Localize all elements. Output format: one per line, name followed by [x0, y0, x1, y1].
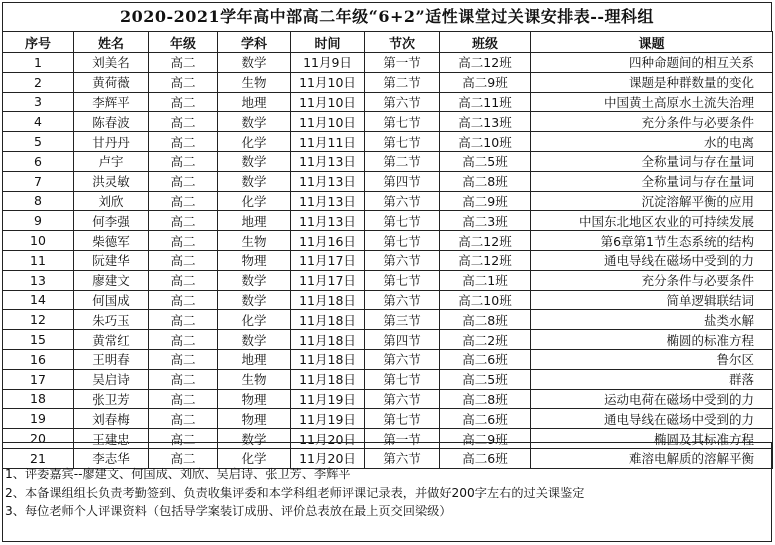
teacher-name: 刘春梅: [74, 409, 149, 429]
date-cell: 11月13日: [291, 151, 365, 171]
period-cell: 第六节: [365, 250, 440, 270]
date-cell: 11月10日: [291, 112, 365, 132]
teacher-name: 黄常红: [74, 330, 149, 350]
teacher-name: 卢宇: [74, 151, 149, 171]
subject-cell: 数学: [218, 53, 291, 73]
subject-cell: 数学: [218, 151, 291, 171]
period-cell: 第七节: [365, 211, 440, 231]
class-cell: 高二6班: [440, 349, 531, 369]
row-index: 11: [3, 250, 74, 270]
schedule-sheet: [2, 2, 772, 469]
grade-cell: 高二: [149, 92, 218, 112]
table-row: [3, 53, 773, 73]
period-cell: 第七节: [365, 369, 440, 389]
class-cell: 高二8班: [440, 389, 531, 409]
date-cell: 11月19日: [291, 409, 365, 429]
period-cell: 第四节: [365, 330, 440, 350]
row-index: 9: [3, 211, 74, 231]
row-index: 20: [3, 429, 74, 449]
table-row: [3, 389, 773, 409]
teacher-name: 何李强: [74, 211, 149, 231]
topic-cell: 简单逻辑联结词: [531, 290, 773, 310]
schedule-rows: [3, 53, 773, 469]
subject-cell: 数学: [218, 330, 291, 350]
row-index: 17: [3, 369, 74, 389]
schedule-table: [2, 31, 773, 469]
table-row: [3, 132, 773, 152]
teacher-name: 何国成: [74, 290, 149, 310]
period-cell: 第六节: [365, 448, 440, 468]
topic-cell: 运动电荷在磁场中受到的力: [531, 389, 773, 409]
teacher-name: 陈春波: [74, 112, 149, 132]
date-cell: 11月10日: [291, 92, 365, 112]
date-cell: 11月18日: [291, 349, 365, 369]
grade-cell: 高二: [149, 349, 218, 369]
topic-cell: 沉淀溶解平衡的应用: [531, 191, 773, 211]
subject-cell: 地理: [218, 92, 291, 112]
row-index: 2: [3, 72, 74, 92]
teacher-name: 刘欣: [74, 191, 149, 211]
teacher-name: 刘美名: [74, 53, 149, 73]
grade-cell: 高二: [149, 231, 218, 251]
table-row: [3, 72, 773, 92]
row-index: 14: [3, 290, 74, 310]
grade-cell: 高二: [149, 132, 218, 152]
row-index: 12: [3, 310, 74, 330]
date-cell: 11月19日: [291, 389, 365, 409]
sheet-title: 2020-2021学年高中部高二年级“6+2”适性课堂过关课安排表--理科组: [2, 2, 772, 31]
subject-cell: 物理: [218, 250, 291, 270]
col-header-name: 姓名: [74, 32, 149, 53]
topic-cell: 四种命题间的相互关系: [531, 53, 773, 73]
topic-cell: 难溶电解质的溶解平衡: [531, 448, 773, 468]
class-cell: 高二12班: [440, 250, 531, 270]
row-index: 15: [3, 330, 74, 350]
row-index: 16: [3, 349, 74, 369]
grade-cell: 高二: [149, 369, 218, 389]
period-cell: 第七节: [365, 112, 440, 132]
notes-section: [2, 442, 772, 542]
grade-cell: 高二: [149, 250, 218, 270]
grade-cell: 高二: [149, 191, 218, 211]
date-cell: 11月16日: [291, 231, 365, 251]
period-cell: 第一节: [365, 53, 440, 73]
header-row: [3, 32, 773, 53]
date-cell: 11月18日: [291, 369, 365, 389]
grade-cell: 高二: [149, 112, 218, 132]
subject-cell: 数学: [218, 429, 291, 449]
row-index: 13: [3, 270, 74, 290]
row-index: 6: [3, 151, 74, 171]
class-cell: 高二8班: [440, 171, 531, 191]
grade-cell: 高二: [149, 171, 218, 191]
date-cell: 11月13日: [291, 171, 365, 191]
table-row: [3, 92, 773, 112]
grade-cell: 高二: [149, 270, 218, 290]
class-cell: 高二3班: [440, 211, 531, 231]
teacher-name: 王建忠: [74, 429, 149, 449]
topic-cell: 第6章第1节生态系统的结构: [531, 231, 773, 251]
subject-cell: 化学: [218, 191, 291, 211]
date-cell: 11月17日: [291, 270, 365, 290]
topic-cell: 盐类水解: [531, 310, 773, 330]
class-cell: 高二5班: [440, 369, 531, 389]
topic-cell: 课题是种群数量的变化: [531, 72, 773, 92]
row-index: 3: [3, 92, 74, 112]
table-row: [3, 191, 773, 211]
subject-cell: 化学: [218, 310, 291, 330]
period-cell: 第七节: [365, 231, 440, 251]
row-index: 1: [3, 53, 74, 73]
table-row: [3, 211, 773, 231]
class-cell: 高二6班: [440, 409, 531, 429]
subject-cell: 生物: [218, 72, 291, 92]
grade-cell: 高二: [149, 409, 218, 429]
date-cell: 11月18日: [291, 290, 365, 310]
topic-cell: 水的电离: [531, 132, 773, 152]
teacher-name: 朱巧玉: [74, 310, 149, 330]
date-cell: 11月20日: [291, 448, 365, 468]
class-cell: 高二9班: [440, 72, 531, 92]
teacher-name: 甘丹丹: [74, 132, 149, 152]
class-cell: 高二11班: [440, 92, 531, 112]
date-cell: 11月13日: [291, 211, 365, 231]
row-index: 19: [3, 409, 74, 429]
grade-cell: 高二: [149, 290, 218, 310]
grade-cell: 高二: [149, 151, 218, 171]
topic-cell: 椭圆及其标准方程: [531, 429, 773, 449]
topic-cell: 鲁尔区: [531, 349, 773, 369]
col-header-index: 序号: [3, 32, 74, 53]
period-cell: 第六节: [365, 92, 440, 112]
period-cell: 第六节: [365, 290, 440, 310]
grade-cell: 高二: [149, 389, 218, 409]
teacher-name: 李辉平: [74, 92, 149, 112]
class-cell: 高二5班: [440, 151, 531, 171]
period-cell: 第六节: [365, 389, 440, 409]
topic-cell: 全称量词与存在量词: [531, 171, 773, 191]
topic-cell: 充分条件与必要条件: [531, 270, 773, 290]
period-cell: 第七节: [365, 270, 440, 290]
subject-cell: 物理: [218, 389, 291, 409]
teacher-name: 吴启诗: [74, 369, 149, 389]
period-cell: 第四节: [365, 171, 440, 191]
table-row: [3, 270, 773, 290]
note-1: 1、评委嘉宾--廖建文、何国成、刘欣、吴启诗、张卫芳、李辉平: [5, 467, 351, 481]
subject-cell: 生物: [218, 231, 291, 251]
topic-cell: 全称量词与存在量词: [531, 151, 773, 171]
grade-cell: 高二: [149, 53, 218, 73]
col-header-grade: 年级: [149, 32, 218, 53]
topic-cell: 群落: [531, 369, 773, 389]
teacher-name: 王明春: [74, 349, 149, 369]
topic-cell: 椭圆的标准方程: [531, 330, 773, 350]
class-cell: 高二13班: [440, 112, 531, 132]
class-cell: 高二1班: [440, 270, 531, 290]
subject-cell: 数学: [218, 290, 291, 310]
class-cell: 高二10班: [440, 132, 531, 152]
period-cell: 第二节: [365, 151, 440, 171]
topic-cell: 充分条件与必要条件: [531, 112, 773, 132]
date-cell: 11月10日: [291, 72, 365, 92]
subject-cell: 物理: [218, 409, 291, 429]
subject-cell: 数学: [218, 112, 291, 132]
note-2: 2、本备课组组长负责考勤签到、负责收集评委和本学科组老师评课记录表，并做好200字左右的过关课鉴定: [5, 485, 585, 500]
row-index: 5: [3, 132, 74, 152]
row-index: 10: [3, 231, 74, 251]
col-header-subject: 学科: [218, 32, 291, 53]
date-cell: 11月20日: [291, 429, 365, 449]
period-cell: 第二节: [365, 72, 440, 92]
table-row: [3, 330, 773, 350]
grade-cell: 高二: [149, 310, 218, 330]
row-index: 18: [3, 389, 74, 409]
topic-cell: 通电导线在磁场中受到的力: [531, 250, 773, 270]
grade-cell: 高二: [149, 448, 218, 468]
grade-cell: 高二: [149, 429, 218, 449]
subject-cell: 化学: [218, 448, 291, 468]
table-row: [3, 310, 773, 330]
row-index: 8: [3, 191, 74, 211]
table-row: [3, 171, 773, 191]
col-header-topic: 课题: [531, 32, 773, 53]
class-cell: 高二6班: [440, 448, 531, 468]
period-cell: 第一节: [365, 429, 440, 449]
row-index: 4: [3, 112, 74, 132]
class-cell: 高二10班: [440, 290, 531, 310]
topic-cell: 通电导线在磁场中受到的力: [531, 409, 773, 429]
topic-cell: 中国黄土高原水土流失治理: [531, 92, 773, 112]
period-cell: 第七节: [365, 132, 440, 152]
teacher-name: 洪灵敏: [74, 171, 149, 191]
table-row: [3, 151, 773, 171]
table-row: [3, 409, 773, 429]
col-header-date: 时间: [291, 32, 365, 53]
date-cell: 11月17日: [291, 250, 365, 270]
class-cell: 高二12班: [440, 53, 531, 73]
col-header-class: 班级: [440, 32, 531, 53]
teacher-name: 黄荷薇: [74, 72, 149, 92]
table-row: [3, 369, 773, 389]
teacher-name: 张卫芳: [74, 389, 149, 409]
period-cell: 第六节: [365, 191, 440, 211]
teacher-name: 柴德军: [74, 231, 149, 251]
date-cell: 11月11日: [291, 132, 365, 152]
subject-cell: 地理: [218, 349, 291, 369]
grade-cell: 高二: [149, 211, 218, 231]
period-cell: 第三节: [365, 310, 440, 330]
period-cell: 第六节: [365, 349, 440, 369]
row-index: 7: [3, 171, 74, 191]
date-cell: 11月9日: [291, 53, 365, 73]
date-cell: 11月18日: [291, 330, 365, 350]
class-cell: 高二12班: [440, 231, 531, 251]
table-row: [3, 349, 773, 369]
teacher-name: 阮建华: [74, 250, 149, 270]
col-header-period: 节次: [365, 32, 440, 53]
class-cell: 高二9班: [440, 429, 531, 449]
grade-cell: 高二: [149, 72, 218, 92]
table-row: [3, 231, 773, 251]
date-cell: 11月13日: [291, 191, 365, 211]
subject-cell: 生物: [218, 369, 291, 389]
teacher-name: 廖建文: [74, 270, 149, 290]
date-cell: 11月18日: [291, 310, 365, 330]
teacher-name: 李志华: [74, 448, 149, 468]
note-3: 3、每位老师个人评课资料（包括导学案装订成册、评价总表放在最上页交回梁级）: [5, 504, 452, 518]
class-cell: 高二8班: [440, 310, 531, 330]
topic-cell: 中国东北地区农业的可持续发展: [531, 211, 773, 231]
subject-cell: 数学: [218, 270, 291, 290]
class-cell: 高二9班: [440, 191, 531, 211]
table-row: [3, 112, 773, 132]
table-row: [3, 250, 773, 270]
table-row: [3, 290, 773, 310]
grade-cell: 高二: [149, 330, 218, 350]
class-cell: 高二2班: [440, 330, 531, 350]
period-cell: 第七节: [365, 409, 440, 429]
subject-cell: 数学: [218, 171, 291, 191]
subject-cell: 地理: [218, 211, 291, 231]
row-index: 21: [3, 448, 74, 468]
subject-cell: 化学: [218, 132, 291, 152]
